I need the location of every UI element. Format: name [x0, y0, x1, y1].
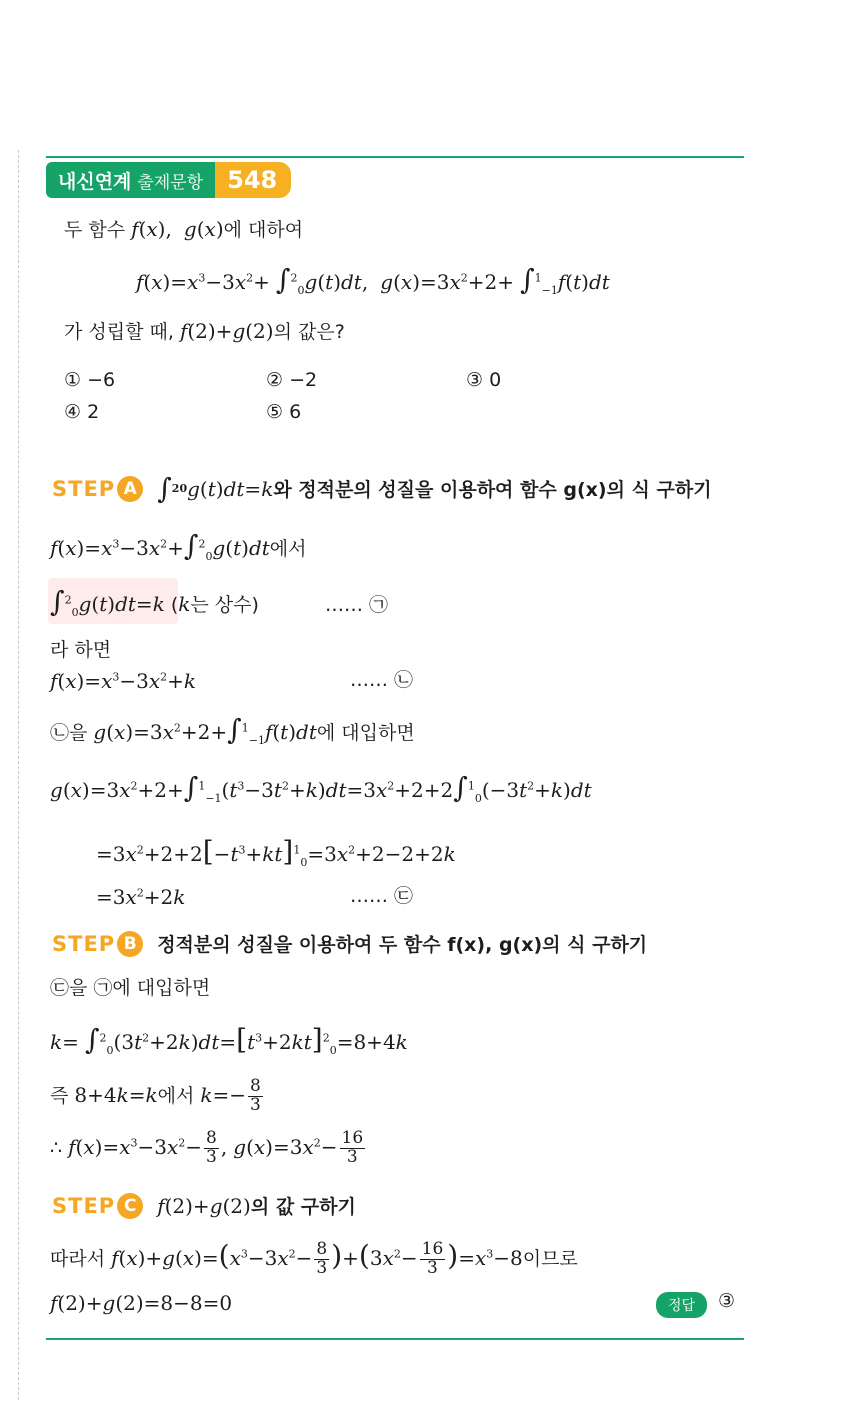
header-label	[46, 162, 215, 198]
problem-question: 가 성립할 때, f(2)+g(2)의 값은?	[64, 319, 345, 343]
step-b-heading	[52, 930, 647, 957]
step-a-line-1: $f(x)=x^3-3x^2+\int^2_0g(t)dt$에서	[50, 529, 307, 563]
step-c-line-2: f(2)+g(2)=8−8=0	[50, 1291, 233, 1315]
top-divider	[46, 156, 744, 158]
step-a-line-5: ㉡을 $g(x)=3x^2+2+\int^1_{-1}f(t)dt$에 대입하면	[50, 713, 415, 747]
choice-5[interactable]: ⑤ 6	[266, 401, 302, 423]
problem-equation: $f(x)=x^3-3x^2+ \int^2_0g(t)dt$, $g(x)=3x^2+2+ \int^1_{-1}f(t)dt$	[136, 263, 610, 297]
step-c-badge: C	[117, 1193, 143, 1219]
step-b-title: 정적분의 성질을 이용하여 두 함수 f(x), g(x)의 식 구하기	[157, 934, 648, 956]
step-b-line-2: $k= \int^2_0(3t^2+2k)dt=[t^3+2kt]^2_0=8+4k$	[50, 1023, 408, 1057]
step-c-line-1: 따라서 $f(x)+g(x)=(x^3-3x^2-$ $\frac{8}{3}$ )$+(3x^2-$ $\frac{16}{3}$ )$=x^3-8$이므로	[50, 1239, 578, 1278]
step-c-heading: STEP C f (2)+ g (2) 의 값 구하기	[52, 1193, 356, 1218]
step-b-label: STEP	[52, 931, 116, 956]
step-a-line-3: 라 하면	[50, 639, 112, 661]
step-c-label: STEP	[52, 1193, 116, 1218]
step-b-line-4: ∴ $f(x)=x^3-3x^2-$ $\frac{8}{3}$ , $g(x)=3x^2-$ $\frac{16}{3}$	[50, 1128, 364, 1167]
step-a-heading: STEP A ∫ 2 0 g ( t ) dt = k 와 정적분의 성질을 이용하여 함수 g(x)의 식 구하기	[52, 472, 712, 505]
step-b-line-1: ㉢을 ㉠에 대입하면	[50, 977, 211, 999]
problem-number: 548	[215, 162, 291, 198]
step-a-badge: A	[117, 476, 143, 502]
answer-badge: 정답	[656, 1292, 707, 1318]
step-a-line-8: $=3x^2+2k$ …… ㉢	[96, 885, 414, 909]
header-subtitle: 출제문항	[137, 172, 204, 193]
choice-1[interactable]: ① −6	[64, 369, 116, 391]
step-b-line-3: 즉 8+4k=k에서 k=− $\frac{8}{3}$	[50, 1076, 261, 1115]
choice-2[interactable]: ② −2	[266, 369, 318, 391]
header-title: 내신연계	[58, 170, 132, 193]
bottom-divider	[46, 1338, 744, 1340]
step-a-line-4: $f(x)=x^3-3x^2+k$ …… ㉡	[50, 669, 414, 693]
step-a-title: 와 정적분의 성질을 이용하여 함수 g(x)의 식 구하기	[273, 479, 712, 501]
step-a-label: STEP	[52, 476, 116, 501]
step-a-line-6: $g(x)=3x^2+2+\int^1_{-1}(t^3-3t^2+k)dt=3x^2+2+2\int^1_0(-3t^2+k)dt$	[50, 771, 592, 805]
step-a-line-7: $=3x^2+2+2[-t^3+kt]^1_0=3x^2+2-2+2k$	[96, 835, 456, 869]
answer-value: ③	[718, 1290, 736, 1312]
step-b-badge: B	[117, 931, 143, 957]
problem-intro: 두 함수 f(x), g(x)에 대하여	[64, 217, 304, 241]
choice-4[interactable]: ④ 2	[64, 401, 100, 423]
step-a-line-2: ∫$^2_0$g(t)dt=k (k는 상수) …… ㉠	[50, 585, 388, 619]
choice-3[interactable]: ③ 0	[466, 369, 502, 391]
problem-header	[46, 162, 291, 198]
page-margin-line	[18, 150, 19, 1400]
